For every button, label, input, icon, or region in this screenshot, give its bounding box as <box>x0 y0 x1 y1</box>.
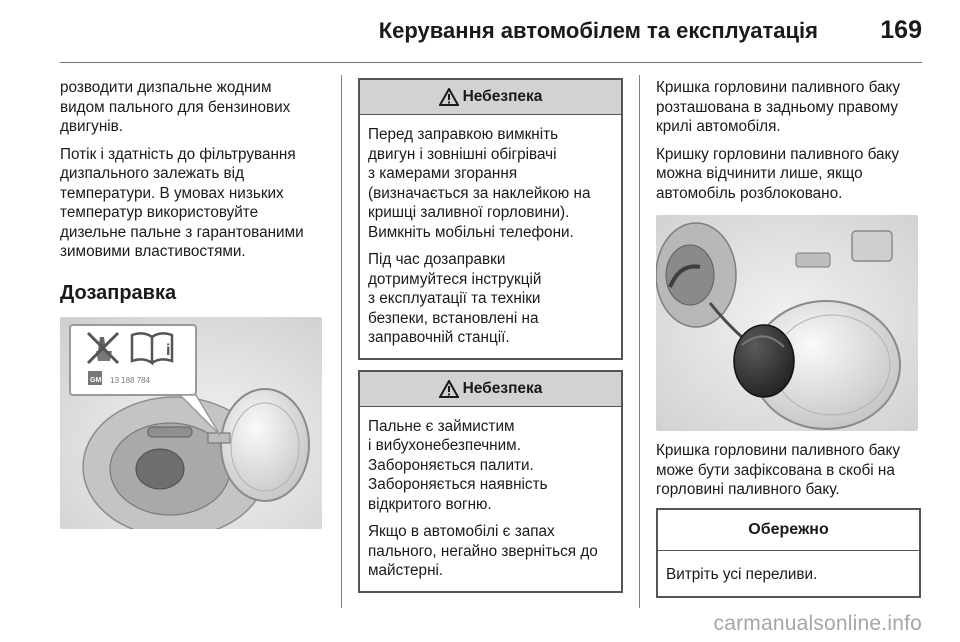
warning-box-1 <box>358 78 623 360</box>
warning-box-1-paragraph-1: Перед заправкою вимкніть двигун і зовнішні обігрівачі з камерами згорання (визначається за наклейкою на кришці заливної горловини). Вимкніть мобільні телефони. <box>368 126 591 241</box>
fuel-cap-illustration <box>656 215 918 431</box>
column-divider-left <box>341 75 342 608</box>
fuel-door-label-figure <box>60 317 322 529</box>
warning-box-2-paragraph-2: Якщо в автомобілі є запах пального, негайно зверніться до майстерні. <box>368 523 598 579</box>
page-header <box>60 0 922 63</box>
warning-triangle-icon <box>439 380 459 398</box>
right-paragraph-2: Кришку горловини паливного баку можна відчинити лише, якщо автомобіль розблоковано. <box>656 145 900 202</box>
warning-box-2-header <box>360 372 621 407</box>
warning-triangle-icon <box>439 88 459 106</box>
fuel-cap-figure <box>656 215 918 431</box>
warning-box-1-paragraph-2: Під час дозаправки дотримуйтеся інструкцій з експлуатації та техніки безпеки, встановлені на заправочній станції. <box>368 251 542 346</box>
section-heading-refuelling: Дозаправка <box>60 281 177 304</box>
intro-paragraph-1: розводити дизпальне жодним видом пального для бензинових двигунів. <box>60 79 291 135</box>
warning-box-2 <box>358 370 623 593</box>
right-column <box>656 78 921 598</box>
caution-box <box>656 508 921 599</box>
caution-box-header: Обережно <box>658 510 919 551</box>
page-number: 169 <box>880 16 922 44</box>
warning-box-1-body <box>360 115 621 358</box>
right-paragraph-3: Кришка горловини паливного баку може бути зафіксована в скобі на горловині паливного баку. <box>656 442 901 498</box>
warning-box-2-title: Небезпека <box>462 379 543 397</box>
middle-column <box>358 78 623 603</box>
warning-box-2-body <box>360 407 621 591</box>
left-column <box>60 78 330 529</box>
caution-box-body: Витріть усі переливи. <box>666 565 818 583</box>
column-divider-right <box>639 75 640 608</box>
warning-box-2-paragraph-1: Пальне є займистим і вибухонебезпечним. Забороняється палити. Забороняється наявність відкритого вогню. <box>368 417 548 513</box>
chapter-title: Керування автомобілем та експлуатація <box>378 18 818 43</box>
warning-box-1-title: Небезпека <box>462 88 543 106</box>
intro-paragraph-2: Потік і здатність до фільтрування дизпального залежать від температури. В умовах низьких температур використовуйте дизельне пальне з гарантованими зимовими властивостями. <box>60 145 304 260</box>
right-paragraph-1: Кришка горловини паливного баку розташована в задньому правому крилі автомобіля. <box>656 79 901 135</box>
manual-info-letter: i <box>166 342 171 359</box>
watermark: carmanualsonline.info <box>713 612 922 635</box>
fuel-door-label-illustration <box>60 317 322 529</box>
warning-box-1-header <box>360 80 621 115</box>
brand-badge-text: GM <box>90 377 102 384</box>
figure-label-code: 13 188 784 <box>110 376 151 385</box>
